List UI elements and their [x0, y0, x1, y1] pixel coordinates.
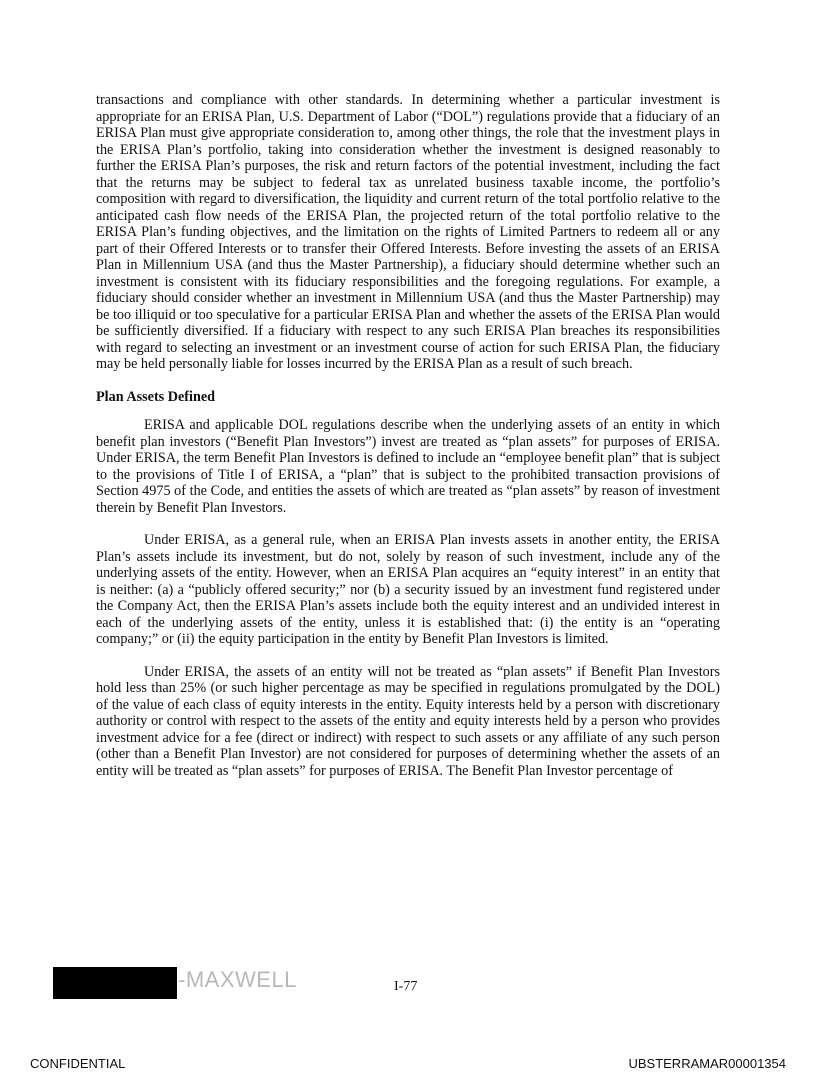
bates-number: UBSTERRAMAR00001354	[628, 1056, 786, 1071]
paragraph-25-percent-test: Under ERISA, the assets of an entity will not be treated as “plan assets” if Benefit Plan Investors hold less than 25% (or such higher percentage as may be specified in regulations promulgated by the DOL) of the value of each class of equity interests in the entity. Equity interests held by a person with discretionary authority or control with respect to the assets of the entity and equity interests held by a person who provides investment advice for a fee (direct or indirect) with respect to such assets or any affiliate of any such person (other than a Benefit Plan Investor) are not considered for purposes of determining whether the assets of an entity will be treated as “plan assets” for purposes of ERISA. The Benefit Plan Investor percentage of	[96, 663, 720, 779]
redaction-bar	[53, 967, 177, 999]
paragraph-erisa-fiduciary: transactions and compliance with other standards. In determining whether a particular investment is appropriate for an ERISA Plan, U.S. Department of Labor (“DOL”) regulations provide that a fiduciary of an ERISA Plan must give appropriate consideration to, among other things, the role that the investment plays in the ERISA Plan’s portfolio, taking into consideration whether the investment is designed reasonably to further the ERISA Plan’s purposes, the risk and return factors of the potential investment, including the fact that the returns may be subject to federal tax as unrelated business taxable income, the portfolio’s composition with regard to diversification, the liquidity and current return of the total portfolio relative to the anticipated cash flow needs of the ERISA Plan, the projected return of the total portfolio relative to the ERISA Plan’s funding objectives, and the limitation on the rights of Limited Partners to redeem all or any part of their Offered Interests or to transfer their Offered Interests. Before investing the assets of an ERISA Plan in Millennium USA (and thus the Master Partnership), a fiduciary should determine whether such an investment is consistent with its fiduciary responsibilities and the foregoing regulations. For example, a fiduciary should consider whether an investment in Millennium USA (and thus the Master Partnership) may be too illiquid or too speculative for a particular ERISA Plan and whether the assets of the ERISA Plan would be sufficiently diversified. If a fiduciary with respect to any such ERISA Plan breaches its responsibilities with regard to selecting an investment or an investment course of action for such ERISA Plan, the fiduciary may be held personally liable for losses incurred by the ERISA Plan as a result of such breach.	[96, 92, 720, 372]
section-heading: Plan Assets Defined	[96, 388, 216, 405]
document-body	[96, 92, 720, 779]
paragraph-general-rule: Under ERISA, as a general rule, when an ERISA Plan invests assets in another entity, the ERISA Plan’s assets include its investment, but do not, solely by reason of such investment, include any of the underlying assets of the entity. However, when an ERISA Plan acquires an “equity interest” in an entity that is neither: (a) a “publicly offered security;” nor (b) a security issued by an investment fund registered under the Company Act, then the ERISA Plan’s assets include both the equity interest and an undivided interest in each of the underlying assets of the entity, unless it is established that: (i) the entity is an “operating company;” or (ii) the equity participation in the entity by Benefit Plan Investors is limited.	[96, 532, 720, 647]
paragraph-plan-assets-intro: ERISA and applicable DOL regulations describe when the underlying assets of an entity in which benefit plan investors (“Benefit Plan Investors”) invest are treated as “plan assets” for purposes of ERISA. Under ERISA, the term Benefit Plan Investors is defined to include an “employee benefit plan” that is subject to the provisions of Title I of ERISA, a “plan” that is subject to the prohibited transaction provisions of Section 4975 of the Code, and entities the assets of which are treated as “plan assets” by reason of investment therein by Benefit Plan Investors.	[96, 417, 720, 516]
confidential-label: CONFIDENTIAL	[30, 1056, 126, 1071]
footer-name-watermark: -MAXWELL	[178, 967, 297, 992]
page-number: I-77	[394, 979, 418, 994]
